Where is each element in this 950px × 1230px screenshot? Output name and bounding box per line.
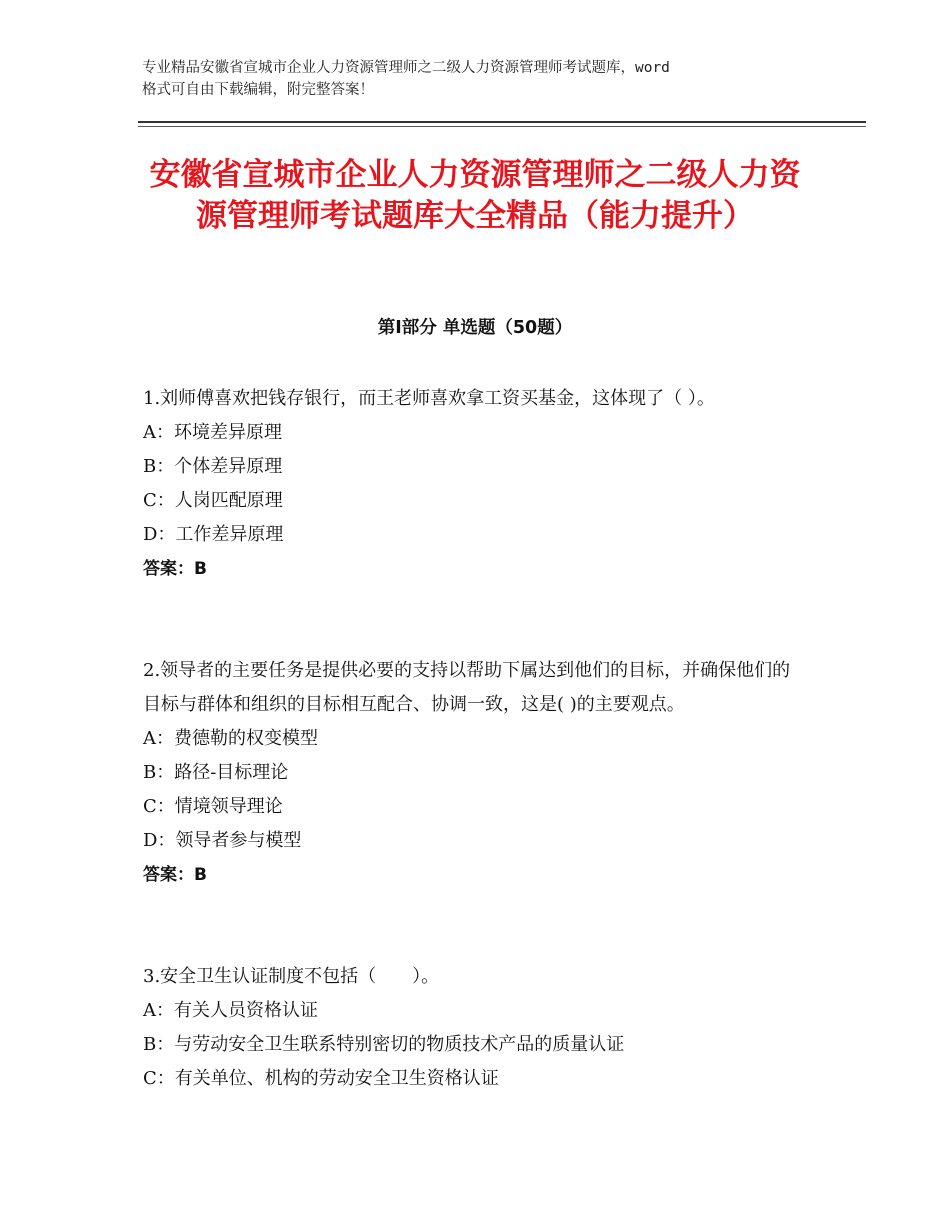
question-2 bbox=[143, 654, 808, 892]
header-note-line-1: 专业精品安徽省宣城市企业人力资源管理师之二级人力资源管理师考试题库，word bbox=[142, 60, 670, 76]
option-b: B：个体差异原理 bbox=[143, 456, 283, 477]
document-title: 安徽省宣城市企业人力资源管理师之二级人力资源管理师考试题库大全精品（能力提升） bbox=[149, 157, 801, 234]
answer-label: 答案：B bbox=[143, 559, 207, 579]
option-b: B：路径-目标理论 bbox=[143, 762, 289, 783]
question-text: 2.领导者的主要任务是提供必要的支持以帮助下属达到他们的目标，并确保他们的目标与群体和组织的目标相互配合、协调一致，这是( )的主要观点。 bbox=[143, 660, 791, 715]
question-1 bbox=[143, 382, 808, 586]
header-note-line-2: 格式可自由下载编辑，附完整答案！ bbox=[142, 82, 374, 98]
section-title: 第Ⅰ部分 单选题（50题） bbox=[377, 318, 573, 338]
option-c: C：情境领导理论 bbox=[143, 796, 283, 817]
option-d: D：工作差异原理 bbox=[143, 524, 284, 545]
question-text: 1.刘师傅喜欢把钱存银行，而王老师喜欢拿工资买基金，这体现了（ ）。 bbox=[143, 388, 715, 409]
option-a: A：费德勒的权变模型 bbox=[143, 728, 318, 749]
header-rule-thin bbox=[138, 126, 866, 127]
header-note bbox=[142, 57, 822, 101]
option-a: A：有关人员资格认证 bbox=[143, 1000, 318, 1021]
option-c: C：人岗匹配原理 bbox=[143, 490, 283, 511]
option-b: B：与劳动安全卫生联系特别密切的物质技术产品的质量认证 bbox=[143, 1034, 625, 1055]
answer-label: 答案：B bbox=[143, 865, 207, 885]
question-text: 3.安全卫生认证制度不包括（ ）。 bbox=[143, 966, 440, 987]
option-d: D：领导者参与模型 bbox=[143, 830, 302, 851]
question-3 bbox=[143, 960, 808, 1096]
header-rule-thick bbox=[138, 121, 866, 123]
option-c: C：有关单位、机构的劳动安全卫生资格认证 bbox=[143, 1068, 499, 1089]
option-a: A：环境差异原理 bbox=[143, 422, 282, 443]
